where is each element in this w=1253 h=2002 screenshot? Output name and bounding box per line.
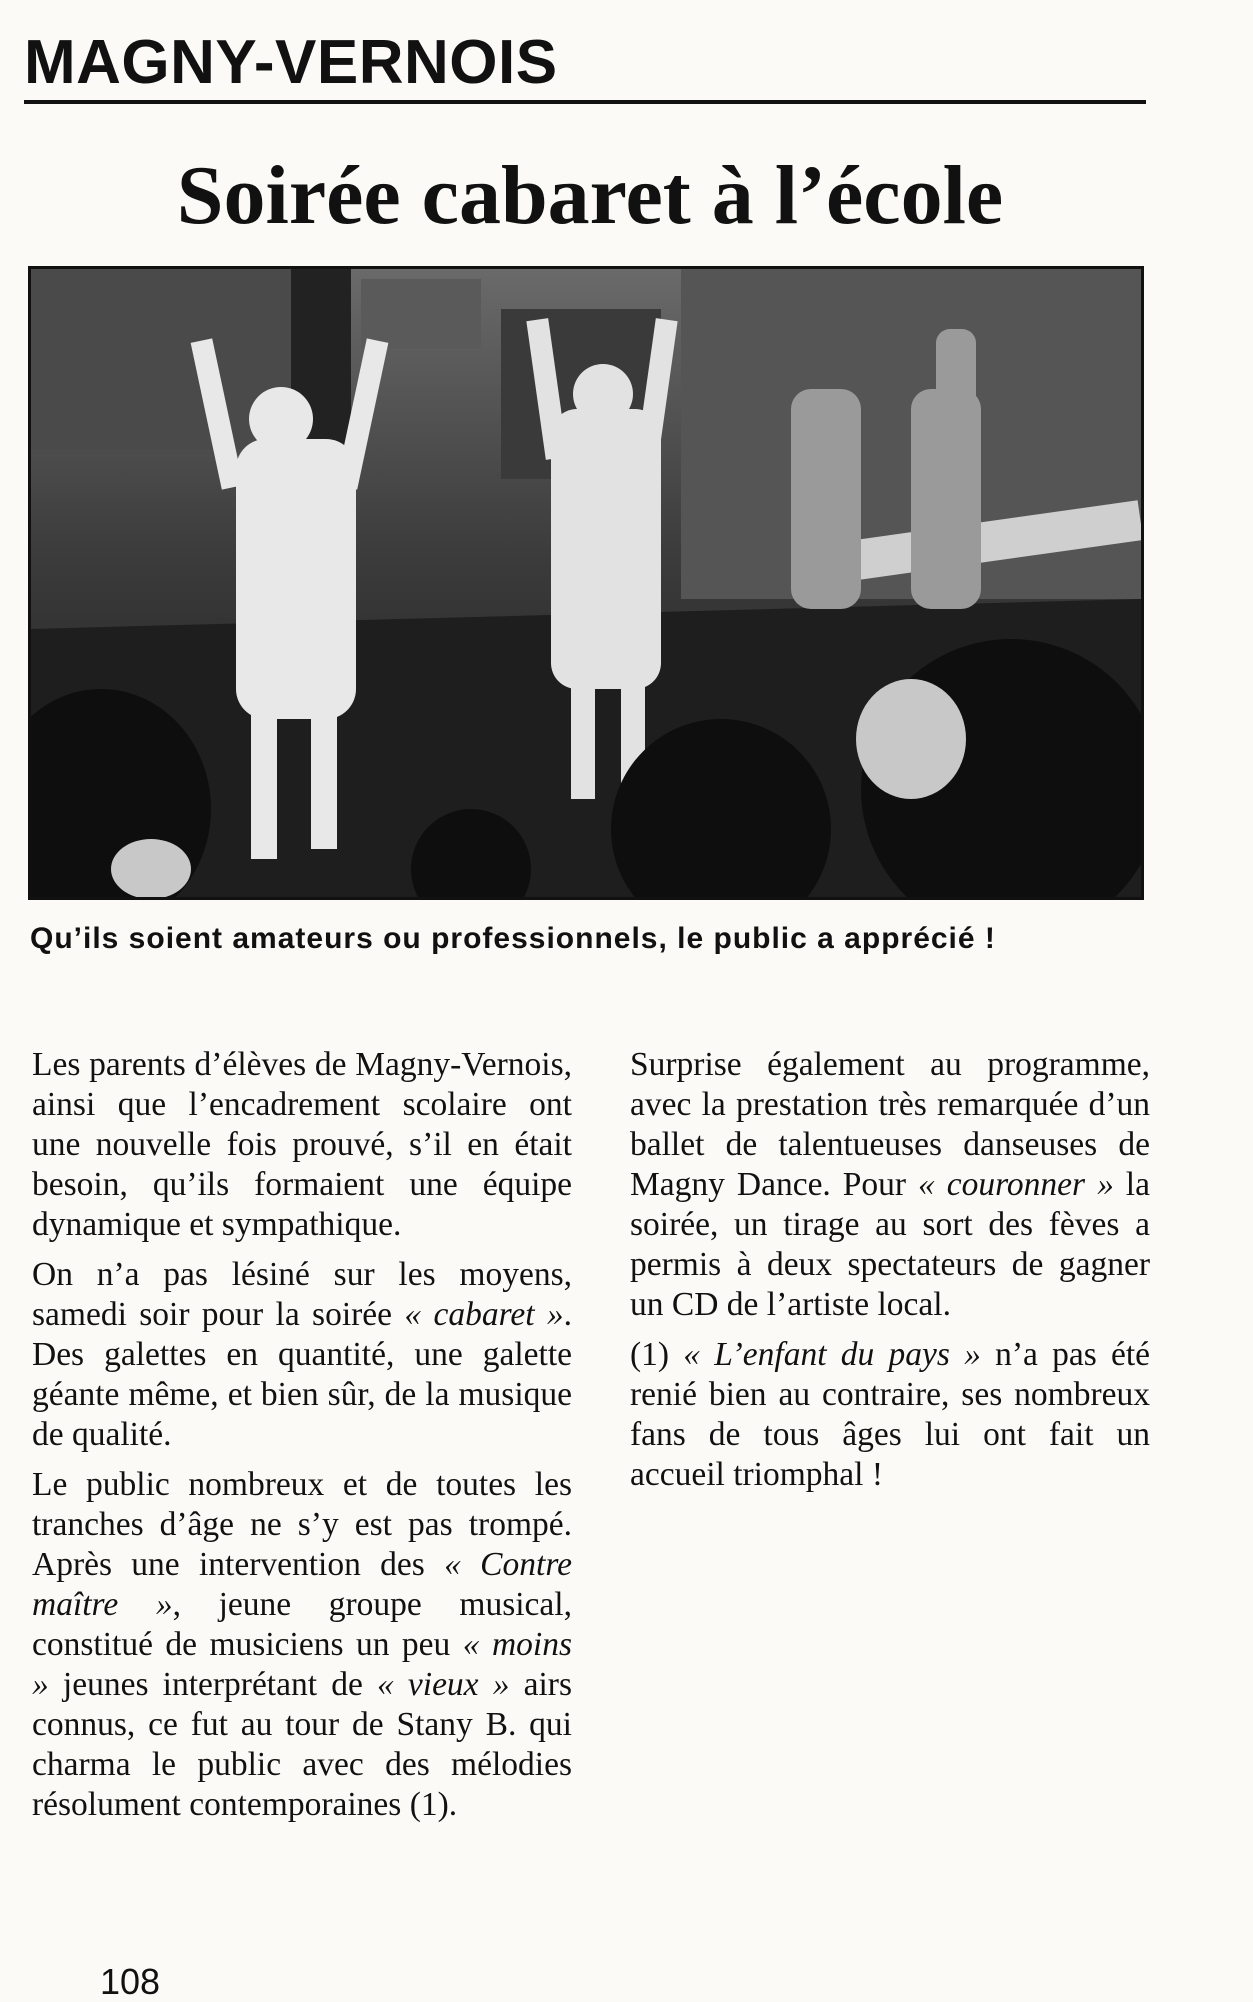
section-header: MAGNY-VERNOIS [24,28,1146,104]
text-run: Surprise également au programme, avec la prestation très remarquée d’un ballet de talentueuses danseuses de Magny Dance. Pour [630,1046,1150,1203]
text-run: la soirée, un tirage au sort des fèves a permis à deux spectateurs de gagner un CD de l’artiste local. [630,1166,1150,1323]
italic-text-run: « vieux » [376,1666,510,1703]
article-column-right [630,1045,1150,1505]
article-paragraph-2 [32,1255,572,1455]
article-paragraph-4 [630,1045,1150,1325]
italic-text-run: « cabaret » [404,1296,564,1333]
article-paragraph-1: Les parents d’élèves de Magny-Vernois, ainsi que l’encadrement scolaire ont une nouvelle fois prouvé, s’il en était besoin, qu’ils formaient une équipe dynamique et sympathique. [32,1046,572,1243]
text-run: . Des galettes en quantité, une galette géante même, et bien sûr, de la musique de qualité. [32,1296,572,1453]
text-run: airs connus, ce fut au tour de Stany B. qui charma le public avec des mélodies résolument contemporaines (1). [32,1666,572,1823]
text-run: Le public nombreux et de toutes les tranches d’âge ne s’y est pas trompé. Après une intervention des [32,1466,572,1583]
italic-text-run: « L’enfant du pays » [683,1336,981,1373]
page-number: 108 [100,1961,161,2002]
italic-text-run: « Contre maître » [32,1546,572,1623]
article-photo [28,266,1144,900]
text-run: (1) [630,1336,684,1373]
text-run: n’a pas été renié bien au contraire, ses nombreux fans de tous âges lui ont fait un accueil triomphal ! [630,1336,1151,1493]
text-run: , jeune groupe musical, constitué de musiciens un peu [32,1586,572,1663]
text-run: On n’a pas lésiné sur les moyens, samedi soir pour la soirée [32,1256,572,1333]
dancers-photo-image [31,269,1141,897]
article-headline: Soirée cabaret à l’école [176,149,1004,242]
italic-text-run: « moins » [32,1626,573,1703]
article-column-left [32,1045,572,1835]
article-paragraph-3 [32,1465,572,1825]
photo-caption: Qu’ils soient amateurs ou professionnels, le public a apprécié ! [30,922,996,955]
italic-text-run: « couronner » [918,1166,1114,1203]
text-run: jeunes interprétant de [48,1666,377,1703]
article-footnote [630,1335,1150,1495]
